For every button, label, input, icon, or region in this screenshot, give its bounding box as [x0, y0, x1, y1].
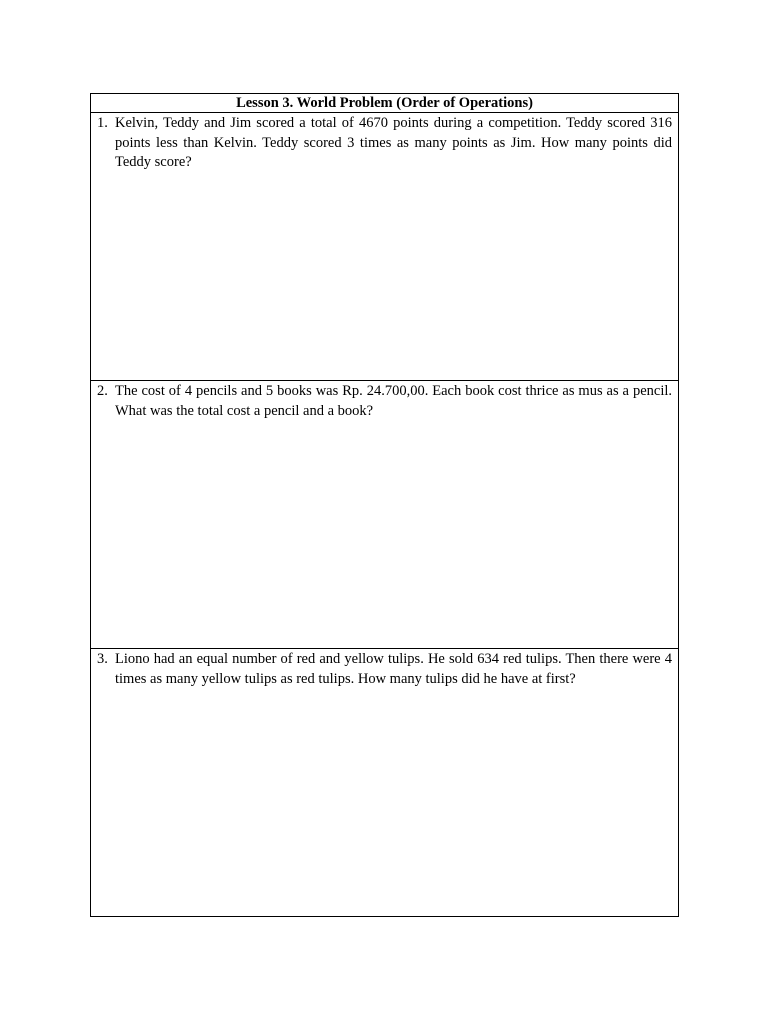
problem-cell-3 — [91, 649, 678, 916]
problem-text: Liono had an equal number of red and yellow tulips. He sold 634 red tulips. Then there were 4 times as many yellow tulips as red tulips. How many tulips did he have at first? — [115, 651, 672, 687]
problem-number: 2. — [97, 383, 108, 399]
worksheet-table — [90, 93, 679, 917]
worksheet-title: Lesson 3. World Problem (Order of Operations) — [91, 94, 678, 113]
problem-text: Kelvin, Teddy and Jim scored a total of 4670 points during a competition. Teddy scored 316 points less than Kelvin. Teddy scored 3 times as many points as Jim. How many points did Teddy score? — [115, 115, 672, 170]
problem-3 — [91, 650, 672, 689]
problem-cell-1 — [91, 113, 678, 381]
problem-cell-2 — [91, 381, 678, 649]
problem-1 — [91, 114, 672, 173]
problem-text: The cost of 4 pencils and 5 books was Rp. 24.700,00. Each book cost thrice as mus as a pencil. What was the total cost a pencil and a book? — [115, 383, 672, 419]
problem-number: 1. — [97, 115, 108, 131]
problem-2 — [91, 382, 672, 421]
problem-number: 3. — [97, 651, 108, 667]
